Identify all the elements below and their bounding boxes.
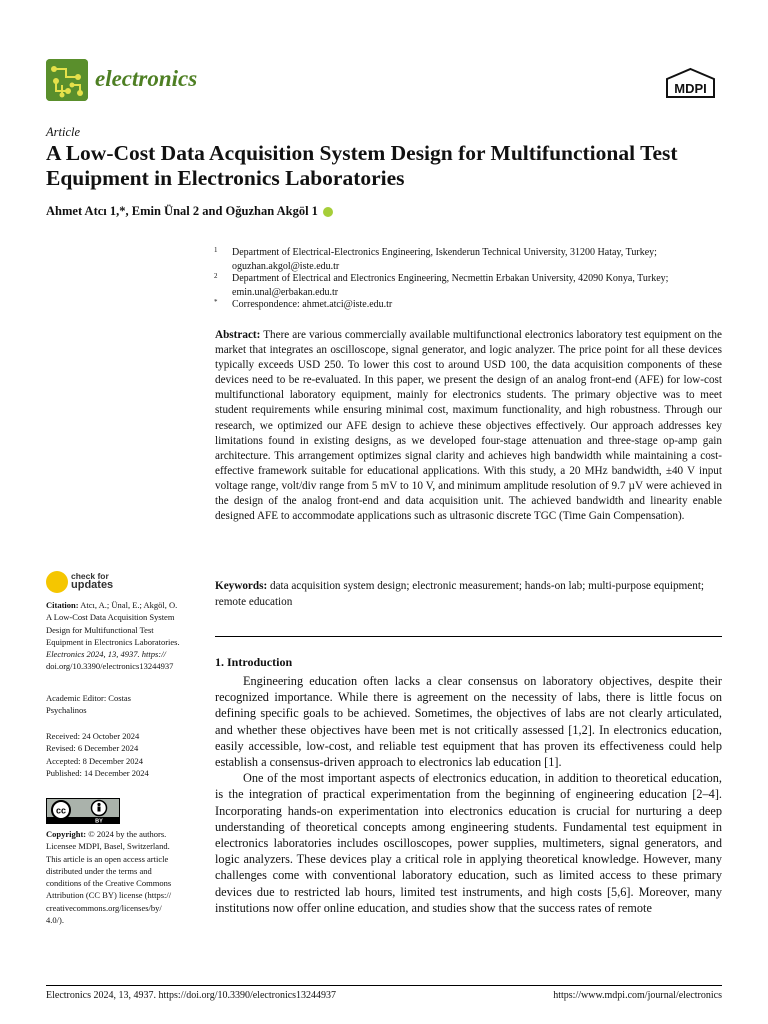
citation-block (46, 599, 198, 673)
citation-line: A Low-Cost Data Acquisition System (46, 612, 175, 623)
svg-text:cc: cc (55, 805, 67, 816)
editor-line: Psychalinos (46, 705, 87, 716)
check-updates-line-2: updates (71, 579, 114, 591)
editor-line: Academic Editor: Costas (46, 693, 131, 703)
journal-name[interactable]: electronics (95, 66, 198, 91)
check-for-updates-icon (46, 571, 68, 593)
correspondence (214, 298, 742, 312)
copyright-block (46, 828, 198, 926)
copyright-line: Attribution (CC BY) license (https:// (46, 890, 172, 901)
affiliation-mark: 2 (214, 272, 218, 280)
journal-logo (46, 59, 88, 101)
received-date: Received: 24 October 2024 (46, 731, 140, 741)
published-date: Published: 14 December 2024 (46, 767, 149, 778)
accepted-date: Accepted: 8 December 2024 (46, 755, 143, 766)
circuit-board-icon (46, 59, 88, 101)
revised-date: Revised: 6 December 2024 (46, 743, 139, 754)
authors-text: Ahmet Atcı 1,*, Emin Ünal 2 and Oğuzhan Akgöl 1 (46, 204, 318, 218)
affiliation-text: Department of Electrical and Electronics Engineering, Necmettin Erbakan University, 42090 Konya, Turkey; emin.unal@erbakan.edu.tr (232, 273, 669, 298)
copyright-line: distributed under the terms and (46, 865, 152, 876)
citation-doi-link[interactable]: doi.org/10.3390/electronics13244937 (46, 661, 174, 672)
paragraph: One of the most important aspects of electronics education, in addition to theoretical education, is the integration of practical experimentation from the beginning of engineering education [2–4]. Incorporating hands-on experimentation into electronics education is crucial for nurturing a deep understanding of theoretical concepts among engineering students. Fundamental test equipment in electronics laboratories includes oscilloscopes, power supplies, multimeters, signal generators, and logic analyzers. These devices play a critical role in applying theoretical knowledge. However, many challenges come with conventional laboratory education, such as limited access to these primary devices due to restricted lab hours, limited test instruments, and high costs [5,6]. Moreover, many institutions now offer online education, and studies show that the success rates of remote (215, 771, 722, 915)
publisher-name: MDPI (674, 81, 707, 96)
copyright-label: Copyright: (46, 829, 87, 839)
svg-text:BY: BY (95, 818, 103, 823)
orcid-icon[interactable] (323, 207, 333, 217)
affiliation-1 (214, 246, 742, 273)
abstract-label: Abstract: (215, 329, 261, 341)
citation-label: Citation: (46, 600, 79, 610)
copyright-line: © 2024 by the authors. (88, 829, 167, 839)
mdpi-logo[interactable] (665, 67, 716, 101)
copyright-line: Licensee MDPI, Basel, Switzerland. (46, 841, 170, 852)
copyright-line: This article is an open access article (46, 853, 169, 864)
keywords (215, 579, 722, 610)
citation-line: Electronics 2024, 13, 4937. https:// (46, 649, 166, 660)
license-link[interactable]: creativecommons.org/licenses/by/ (46, 902, 162, 913)
check-for-updates-button[interactable] (46, 569, 166, 597)
introduction-body (215, 673, 722, 916)
footer-citation[interactable]: Electronics 2024, 13, 4937. https://doi.org/10.3390/electronics13244937 (46, 990, 337, 1001)
footer-journal-link[interactable]: https://www.mdpi.com/journal/electronics (553, 990, 722, 1001)
abstract (215, 328, 722, 524)
article-type: Article (46, 125, 81, 139)
cc-by-license-icon[interactable] (46, 798, 120, 824)
author-list (46, 204, 333, 219)
article-title: A Low-Cost Data Acquisition System Design for Multifunctional Test Equipment in Electronics Laboratories (46, 141, 678, 190)
copyright-line: 4.0/). (46, 915, 64, 926)
paragraph: Engineering education often lacks a clear consensus on laboratory objectives, despite their recognized importance. While there is agreement on the necessity of labs, there is little focus on defining specific goals to be achieved. Sometimes, the objectives of labs are not clearly articulated, and whether these objectives have been met is not critically assessed [1,2]. In electronics education, easily accessible, low-cost, and reliable test equipment that has proven its effectiveness could help establish a consensus-driven approach to electronics lab education [1]. (215, 674, 722, 770)
affiliation-mark: 1 (214, 246, 218, 254)
academic-editor (46, 692, 198, 717)
affiliation-2 (214, 272, 742, 299)
divider (215, 636, 722, 637)
section-heading: 1. Introduction (215, 655, 293, 669)
citation-line: Design for Multifunctional Test (46, 624, 154, 635)
correspondence-text: Correspondence: ahmet.atci@iste.edu.tr (232, 299, 393, 310)
affiliation-text: Department of Electrical-Electronics Engineering, Iskenderun Technical University, 31200 Hatay, Turkey; oguzhan.akgol@iste.edu.tr (232, 247, 657, 272)
copyright-line: conditions of the Creative Commons (46, 878, 172, 889)
keywords-label: Keywords: (215, 580, 268, 592)
citation-line: Atcı, A.; Ünal, E.; Akgöl, O. (80, 600, 178, 610)
keywords-text: data acquisition system design; electronic measurement; hands-on lab; multi-purpose equipment; remote education (215, 580, 705, 608)
publication-dates (46, 730, 198, 779)
citation-line: Equipment in Electronics Laboratories. (46, 636, 180, 647)
check-updates-line-1: check for (71, 571, 109, 581)
footer-divider (46, 985, 722, 986)
correspondence-mark: * (214, 298, 218, 306)
abstract-text: There are various commercially available multifunctional electronics laboratory test equipment on the market that integrates an oscilloscope, signal generator, and logic analyzer. The price point for all these devices typically exceeds USD 250. To lower this cost to around USD 100, the data acquisition components of these devices need to be re-evaluated. In this paper, we present the design of an analog front-end (AFE) for low-cost multifunctional laboratory equipment, mainly for electronics students. The primary objective was to meet student requirements while ensuring minimal cost, maximum functionality, and high robustness. Through our research, we optimized our AFE design to achieve these objectives effectively. Our approach addresses key limitations found in existing designs, as we developed four-stage attenuation and three-stage op-amp gain architecture. This arrangement optimizes signal clarity and achieves high bandwidth while maintaining a cost-effective framework suitable for educational applications. With this study, a 20 MHz bandwidth, ±40 V input voltage range, volt/div range from 5 mV to 10 V, and minimum amplitude resolution of 9.7 µV were achieved in the design of the analog front-end and data acquisition unit. The achieved bandwidth and linearity enable designed AFE to accommodate applications such as ultrasonic discrete TGC (Time Gain Compensation). (215, 329, 722, 523)
